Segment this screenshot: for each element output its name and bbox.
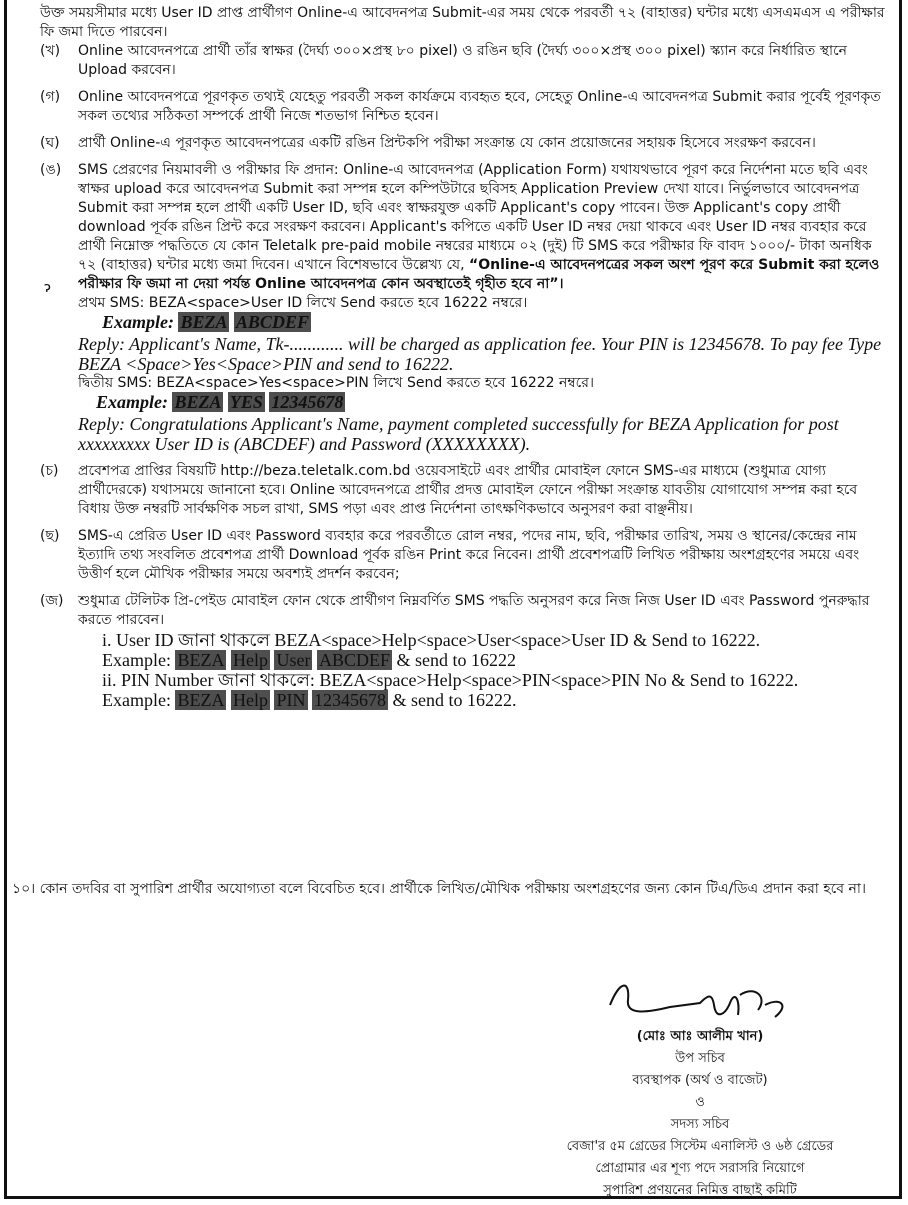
clause-marker: (ছ) bbox=[40, 528, 60, 544]
reply-2: Reply: Congratulations Applicant's Name, payment completed successfully for BEZA Application for post xxxxxxxxx User ID is (ABCDEF) and Password (XXXXXXXX). bbox=[78, 414, 839, 454]
signer-line: বেজা'র ৫ম গ্রেডের সিস্টেম এনালিস্ট ও ৬ষ্ঠ গ্রেডের bbox=[566, 1139, 834, 1154]
example-token: ABCDEF bbox=[318, 650, 390, 670]
example-label: Example: bbox=[102, 312, 174, 332]
example-label: Example: bbox=[102, 650, 171, 670]
clause-ja bbox=[40, 592, 890, 710]
example-token: ABCDEF bbox=[235, 312, 309, 332]
clause-marker: (চ) bbox=[40, 463, 59, 479]
clause-marker: (ঘ) bbox=[40, 135, 60, 151]
signer-line: ও bbox=[695, 1095, 705, 1110]
clause-text: প্রবেশপত্র প্রাপ্তির বিষয়টি http://beza.teletalk.com.bd ওয়েবসাইটে এবং প্রার্থীর মোবাইল ফোনে SMS-এর মাধ্যমে (শুধুমাত্র যোগ্য প্রার্থীদেরকে) যথাসময়ে জানানো হবে। Online আবেদনপত্রে প্রার্থীর প্রদত্ত মোবাইল ফোনে পরীক্ষা সংক্রান্ত যাবতীয় যোগাযোগ সম্পন্ন করা হবে বিধায় উক্ত নম্বরটি সার্বক্ষণিক সচল রাখা, SMS পড়া এবং প্রাপ্ত নির্দেশনা তাৎক্ষণিকভাবে অনুসরণ করা বাঞ্ছনীয়। bbox=[78, 463, 858, 517]
warning-quote: “Online-এ আবেদনপত্রের সকল অংশ পূরণ করে Submit করা হলেও পরীক্ষার ফি জমা না দেয়া পর্যন্ত Online আবেদনপত্র কোন অবস্থাতেই গৃহীত হবে না”। bbox=[78, 257, 880, 292]
signature-block bbox=[520, 1026, 880, 1202]
example-user-id bbox=[78, 650, 890, 670]
signer-line: উপ সচিব bbox=[675, 1051, 725, 1066]
example-token: YES bbox=[229, 392, 263, 412]
intro-paragraph: উক্ত সময়সীমার মধ্যে User ID প্রাপ্ত প্রার্থীগণ Online-এ আবেদনপত্র Submit-এর সময় থেকে পরবর্তী ৭২ (বাহাত্তর) ঘন্টার মধ্যে এসএমএস এ পরীক্ষার ফি জমা দিতে পারবেন। bbox=[40, 5, 885, 40]
example-token: User bbox=[276, 650, 311, 670]
example-pin bbox=[78, 690, 890, 710]
margin-mark: ɂ bbox=[44, 280, 51, 296]
clause-ga bbox=[40, 88, 890, 126]
signer-line: ব্যবস্থাপক (অর্থ ও বাজেট) bbox=[632, 1073, 768, 1088]
example-token: 12345678 bbox=[314, 690, 386, 710]
example-token: BEZA bbox=[180, 312, 228, 332]
clause-uma bbox=[40, 161, 890, 454]
example-tail: & send to 16222 bbox=[396, 650, 516, 670]
example-token: BEZA bbox=[177, 650, 225, 670]
example-token: BEZA bbox=[174, 392, 222, 412]
recover-pin: ii. PIN Number জানা থাকলে: BEZA<space>Help<space>PIN<space>PIN No & Send to 16222. bbox=[102, 670, 799, 690]
example-label: Example: bbox=[102, 690, 171, 710]
clause-text: শুধুমাত্র টেলিটক প্রি-পেইড মোবাইল ফোন থেকে প্রার্থীগণ নিম্নবর্ণিত SMS পদ্ধতি অনুসরণ করে নিজ নিজ User ID এবং Password পুনরুদ্ধার করতে পারবেন। bbox=[78, 593, 870, 628]
first-sms-instruction: প্রথম SMS: BEZA<space>User ID লিখে Send করতে হবে 16222 নম্বরে। bbox=[78, 295, 528, 311]
clause-gha bbox=[40, 134, 890, 153]
recover-user-id: i. User ID জানা থাকলে BEZA<space>Help<space>User<space>User ID & Send to 16222. bbox=[102, 630, 761, 650]
example-1 bbox=[78, 313, 890, 334]
clause-cha bbox=[40, 462, 890, 519]
clause-marker: (ঙ) bbox=[40, 162, 62, 178]
clause-marker: (গ) bbox=[40, 89, 61, 105]
clause-ten: ১০। কোন তদবির বা সুপারিশ প্রার্থীর অযোগ্যতা বলে বিবেচিত হবে। প্রার্থীকে লিখিত/মৌখিক পরীক্ষায় অংশগ্রহণের জন্য কোন টিএ/ডিএ প্রদান করা হবে না। bbox=[12, 881, 866, 897]
example-token: BEZA bbox=[177, 690, 225, 710]
signer-line: সদস্য সচিব bbox=[670, 1117, 730, 1132]
clause-kha bbox=[40, 42, 890, 80]
clause-text: প্রার্থী Online-এ পূরণকৃত আবেদনপত্রের একটি রঙিন প্রিন্টকপি পরীক্ষা সংক্রান্ত যে কোন প্রয়োজনের সহায়ক হিসেবে সংরক্ষণ করবেন। bbox=[78, 135, 816, 151]
notice-body bbox=[40, 4, 890, 718]
example-tail: & send to 16222. bbox=[392, 690, 517, 710]
sms-rules-text: SMS প্রেরণের নিয়মাবলী ও পরীক্ষার ফি প্রদান: Online-এ আবেদনপত্র (Application Form) যথাযথভাবে পূরণ করে নির্দেশনা মতে ছবি এবং স্বাক্ষর upload করে আবেদনপত্র Submit করা সম্পন্ন হলে কম্পিউটারে ছবিসহ Application Preview দেখা যাবে। নির্ভুলভাবে আবেদনপত্র Submit করা সম্পন্ন হলে প্রার্থী একটি User ID, ছবি এবং স্বাক্ষরযুক্ত একটি Applicant's copy পাবেন। উক্ত Applicant's copy প্রার্থী download পূর্বক রঙিন প্রিন্ট করে সংরক্ষণ করবেন। Applicant's কপিতে একটি User ID নম্বর দেয়া থাকবে এবং User ID নম্বর ব্যবহার করে প্রার্থী নিম্নোক্ত পদ্ধতিতে যে কোন Teletalk pre-paid mobile নম্বরের মাধ্যমে ০২ (দুই) টি SMS করে পরীক্ষার ফি বাবদ ১০০০/- টাকা অনধিক ৭২ (বাহাত্তর) ঘন্টার মধ্যে জমা দিবেন। এখানে বিশেষভাবে উল্লেখ্য যে, bbox=[78, 162, 872, 273]
clause-chha bbox=[40, 527, 890, 584]
clause-marker: (খ) bbox=[40, 43, 61, 59]
clause-marker: (জ) bbox=[40, 593, 64, 609]
signer-line: প্রোগ্রামার এর শূণ্য পদে সরাসরি নিয়োগে bbox=[595, 1161, 805, 1176]
second-sms-instruction: দ্বিতীয় SMS: BEZA<space>Yes<space>PIN লিখে Send করতে হবে 16222 নম্বরে। bbox=[78, 375, 594, 391]
clause-text: SMS-এ প্রেরিত User ID এবং Password ব্যবহার করে পরবর্তীতে রোল নম্বর, পদের নাম, ছবি, পরীক্ষার তারিখ, সময় ও স্থানের/কেন্দ্রের নাম ইত্যাদি তথ্য সংবলিত প্রবেশপত্র প্রার্থী Download পূর্বক রঙিন Print করে নিবেন। প্রার্থী প্রবেশপত্রটি লিখিত পরীক্ষায় অংশগ্রহণের সময়ে এবং উত্তীর্ণ হলে মৌখিক পরীক্ষার সময়ে অবশ্যই প্রদর্শন করবেন; bbox=[78, 528, 860, 582]
example-token: 12345678 bbox=[271, 392, 344, 412]
example-label: Example: bbox=[96, 392, 168, 412]
signer-name: (মোঃ আঃ আলীম খান) bbox=[636, 1029, 764, 1044]
clause-text: Online আবেদনপত্রে প্রার্থী তাঁর স্বাক্ষর (দৈর্ঘ্য ৩০০×প্রস্থ ৮০ pixel) ও রঙিন ছবি (দৈর্ঘ্য ৩০০×প্রস্থ ৩০০ pixel) স্ক্যান করে নির্ধারিত স্থানে Upload করবেন। bbox=[78, 43, 848, 78]
example-token: Help bbox=[232, 650, 268, 670]
example-2 bbox=[78, 393, 890, 414]
clause-text: Online আবেদনপত্রে পূরণকৃত তথ্যই যেহেতু পরবর্তী সকল কার্যক্রমে ব্যবহৃত হবে, সেহেতু Online-এ আবেদনপত্র Submit করার পূর্বেই পূরণকৃত সকল তথ্যের সঠিকতা সম্পর্কে প্রার্থী নিজে শতভাগ নিশ্চিত হবেন। bbox=[78, 89, 881, 124]
signer-line: সুপারিশ প্রণয়নের নিমিত্ত বাছাই কমিটি bbox=[603, 1183, 797, 1198]
example-token: Help bbox=[232, 690, 268, 710]
example-token: PIN bbox=[276, 690, 306, 710]
reply-1: Reply: Applicant's Name, Tk-............ will be charged as application fee. Your PIN is 12345678. To pay fee Type BEZA <Space>Yes<Space>PIN and send to 16222. bbox=[78, 334, 882, 374]
